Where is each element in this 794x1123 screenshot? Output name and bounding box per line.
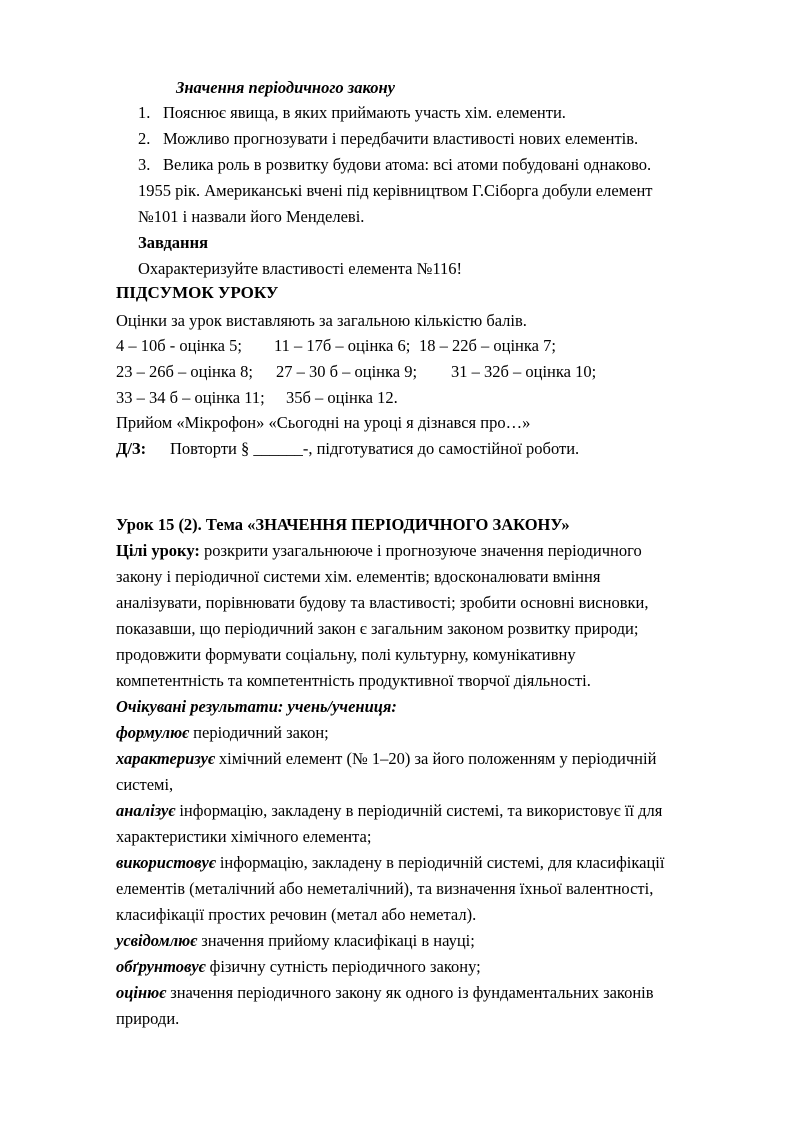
result-term: оцінює [116, 983, 167, 1002]
grade-item: 33 – 34 б – оцінка 11; [116, 388, 265, 407]
grade-item: 27 – 30 б – оцінка 9; [276, 362, 418, 381]
grade-item: 11 – 17б – оцінка 6; [274, 336, 411, 355]
result-term: використовує [116, 853, 216, 872]
result-characterizes-cont: системі, [116, 775, 174, 794]
result-justifies [116, 957, 481, 977]
result-evaluates [116, 983, 654, 1003]
result-formulates [116, 723, 329, 743]
result-evaluates-cont: природи. [116, 1009, 180, 1028]
list-item-2 [138, 129, 639, 149]
result-term: усвідомлює [116, 931, 198, 950]
goals-label: Цілі уроку: [116, 541, 200, 560]
grade-row-2 [116, 362, 597, 382]
result-term: аналізує [116, 801, 176, 820]
note-line-2: №101 і назвали його Менделеві. [138, 207, 365, 226]
list-text: Можливо прогнозувати і передбачити властивості нових елементів. [163, 129, 639, 148]
grade-item: 35б – оцінка 12. [286, 388, 398, 407]
result-analyzes-cont: характеристики хімічного елемента; [116, 827, 372, 846]
result-analyzes [116, 801, 662, 821]
result-term: обґрунтовує [116, 957, 206, 976]
result-realizes [116, 931, 475, 951]
task-text: Охарактеризуйте властивості елемента №116! [138, 259, 462, 278]
lesson-15-title: Урок 15 (2). Тема «ЗНАЧЕННЯ ПЕРІОДИЧНОГО ЗАКОНУ» [116, 515, 570, 534]
expected-results-heading: Очікувані результати: учень/учениця: [116, 697, 397, 716]
goals-line-5: продовжити формувати соціальну, полі культурну, комунікативну [116, 645, 576, 664]
list-number: 3. [138, 155, 151, 174]
goals-text: розкрити узагальнююче і прогнозуюче значення періодичного [199, 541, 642, 560]
goals-line-1 [116, 541, 642, 561]
result-term: характеризує [116, 749, 215, 768]
result-text: хімічний елемент (№ 1–20) за його положенням у періодичній [214, 749, 657, 768]
result-text: значення прийому класифікаці в науці; [197, 931, 475, 950]
list-text: Пояснює явища, в яких приймають участь хім. елементи. [163, 103, 566, 122]
result-text: інформацію, закладену в періодичній системі, для класифікації [215, 853, 665, 872]
note-line-1: 1955 рік. Американські вчені під керівництвом Г.Сіборга добули елемент [138, 181, 653, 200]
goals-line-4: показавши, що періодичний закон є загальним законом розвитку природи; [116, 619, 639, 638]
goals-line-3: аналізувати, порівнювати будову та властивості; зробити основні висновки, [116, 593, 649, 612]
result-term: формулює [116, 723, 190, 742]
grade-item: 18 – 22б – оцінка 7; [419, 336, 556, 355]
result-text: інформацію, закладену в періодичній системі, та використовує її для [175, 801, 663, 820]
goals-line-6: компетентність та компетентність продуктивної творчої діяльності. [116, 671, 591, 690]
result-text: періодичний закон; [189, 723, 329, 742]
list-number: 2. [138, 129, 151, 148]
task-heading: Завдання [138, 233, 208, 252]
list-number: 1. [138, 103, 151, 122]
grade-item: 23 – 26б – оцінка 8; [116, 362, 253, 381]
result-characterizes [116, 749, 656, 769]
result-uses [116, 853, 664, 873]
microphone-technique: Прийом «Мікрофон» «Сьогодні на уроці я дізнався про…» [116, 413, 531, 432]
grade-item: 4 – 10б - оцінка 5; [116, 336, 242, 355]
homework-label: Д/З: [116, 439, 147, 458]
grading-intro: Оцінки за урок виставляють за загальною кількістю балів. [116, 311, 527, 330]
grade-row-1 [116, 336, 556, 356]
list-item-1 [138, 103, 566, 123]
homework-line [116, 439, 580, 459]
grade-item: 31 – 32б – оцінка 10; [451, 362, 597, 381]
result-text: фізичну сутність періодичного закону; [205, 957, 481, 976]
grade-row-3 [116, 388, 398, 408]
homework-text: Повторти § ______-, підготуватися до самостійної роботи. [170, 439, 580, 458]
list-item-3 [138, 155, 652, 175]
result-text: значення періодичного закону як одного із фундаментальних законів [166, 983, 654, 1002]
section-title-periodic-law: Значення періодичного закону [176, 78, 395, 97]
result-uses-cont-1: елементів (металічний або неметалічний), та визначення їхньої валентності, [116, 879, 654, 898]
goals-line-2: закону і періодичної системи хім. елементів; вдосконалювати вміння [116, 567, 601, 586]
result-uses-cont-2: класифікації простих речовин (метал або неметал). [116, 905, 477, 924]
lesson-summary-title: ПІДСУМОК УРОКУ [116, 283, 279, 302]
list-text: Велика роль в розвитку будови атома: всі атоми побудовані однаково. [163, 155, 652, 174]
